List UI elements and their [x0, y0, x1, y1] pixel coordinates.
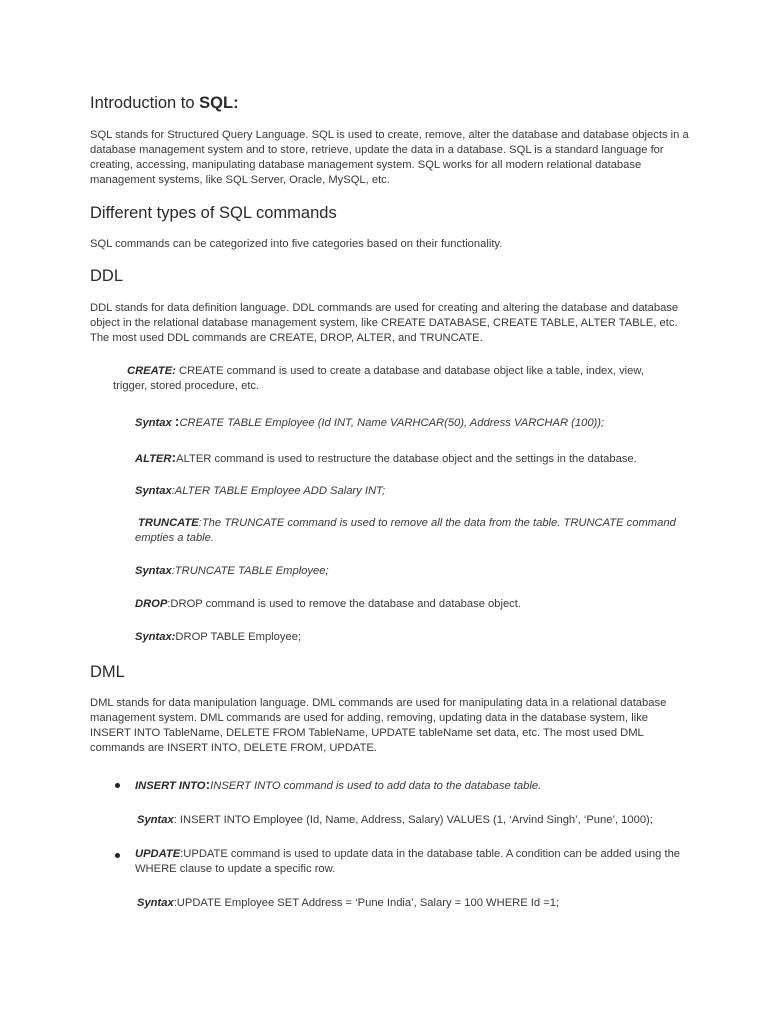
alter-syntax: [135, 484, 683, 499]
alter-syntax-text: :ALTER TABLE Employee ADD Salary INT;: [171, 485, 386, 497]
drop-syntax-label: Syntax:: [135, 631, 176, 643]
truncate-item: [135, 516, 683, 546]
create-syntax-colon: :: [174, 413, 180, 429]
drop-term: DROP: [135, 598, 168, 610]
insert-term: INSERT INTO: [135, 780, 206, 792]
insert-syntax-text: : INSERT INTO Employee (Id, Name, Address, Salary) VALUES (1, ‘Arvind Singh’, ‘Pune’, 1000);: [173, 814, 653, 826]
truncate-syntax-text: :TRUNCATE TABLE Employee;: [171, 565, 329, 577]
alter-syntax-label: Syntax: [135, 485, 172, 497]
truncate-text: :The TRUNCATE command is used to remove all the data from the table. TRUNCATE command empties a table.: [135, 517, 676, 544]
create-text: CREATE command is used to create a database and database object like a table, index, view, trigger, stored procedure, etc.: [113, 365, 644, 392]
create-syntax-label: Syntax: [135, 417, 172, 429]
update-item: [135, 847, 683, 877]
update-term: UPDATE: [135, 848, 181, 860]
bullet-update: [115, 853, 120, 858]
update-syntax-label: Syntax: [137, 897, 174, 909]
create-term: CREATE:: [127, 365, 176, 377]
types-heading: Different types of SQL commands: [90, 204, 337, 222]
update-syntax-text: :UPDATE Employee SET Address = ‘Pune India’, Salary = 100 WHERE Id =1;: [173, 897, 560, 909]
insert-text: INSERT INTO command is used to add data to the database table.: [210, 780, 542, 792]
drop-text: :DROP command is used to remove the database and database object.: [167, 598, 521, 610]
drop-syntax: [135, 630, 683, 645]
dml-heading: DML: [90, 663, 125, 681]
insert-colon: :: [205, 776, 211, 792]
intro-heading: [90, 92, 239, 114]
truncate-term: TRUNCATE: [138, 517, 199, 529]
types-paragraph: SQL commands can be categorized into five categories based on their functionality.: [90, 238, 503, 250]
update-text: :UPDATE command is used to update data in the database table. A condition can be added using the WHERE clause to update a specific row.: [135, 848, 681, 875]
update-syntax: [137, 896, 683, 911]
create-syntax: [135, 414, 683, 431]
alter-term: ALTER: [135, 453, 172, 465]
drop-syntax-text: DROP TABLE Employee;: [175, 631, 302, 643]
ddl-heading: DDL: [90, 267, 124, 285]
alter-text: ALTER command is used to restructure the database object and the settings in the database.: [176, 453, 637, 465]
dml-paragraph: DML stands for data manipulation language. DML commands are used for manipulating data in a relational database management system. DML commands are used for adding, removing, updating data in the database system, like INSERT INTO TableName, DELETE FROM TableName, UPDATE tableName set data, etc. The most used DML commands are INSERT INTO, DELETE FROM, UPDATE.: [90, 697, 667, 754]
truncate-syntax: [135, 564, 683, 579]
insert-syntax-label: Syntax: [137, 814, 174, 826]
intro-paragraph: SQL stands for Structured Query Language. SQL is used to create, remove, alter the database and database objects in a database management system and to store, retrieve, update the data in a database. SQL is a standard language for creating, accessing, manipulating database management system. SQL works for all modern relational database management systems, like SQL Server, Oracle, MySQL, etc.: [90, 129, 689, 186]
truncate-syntax-label: Syntax: [135, 565, 172, 577]
insert-syntax: [137, 813, 683, 828]
create-syntax-text: CREATE TABLE Employee (Id INT, Name VARHCAR(50), Address VARCHAR (100));: [179, 417, 605, 429]
bullet-insert: [115, 783, 120, 788]
alter-colon: :: [171, 449, 177, 465]
drop-item: [135, 597, 683, 612]
alter-item: [135, 450, 683, 467]
intro-heading-text: Introduction to: [90, 94, 200, 112]
create-item: [113, 364, 673, 394]
intro-heading-bold: SQL:: [199, 94, 239, 112]
insert-item: [135, 777, 683, 794]
ddl-paragraph: DDL stands for data definition language. DDL commands are used for creating and altering the database and database object in the relational database management system, like CREATE DATABASE, CREATE TABLE, ALTER TABLE, etc. The most used DDL commands are CREATE, DROP, ALTER, and TRUNCATE.: [90, 302, 679, 344]
